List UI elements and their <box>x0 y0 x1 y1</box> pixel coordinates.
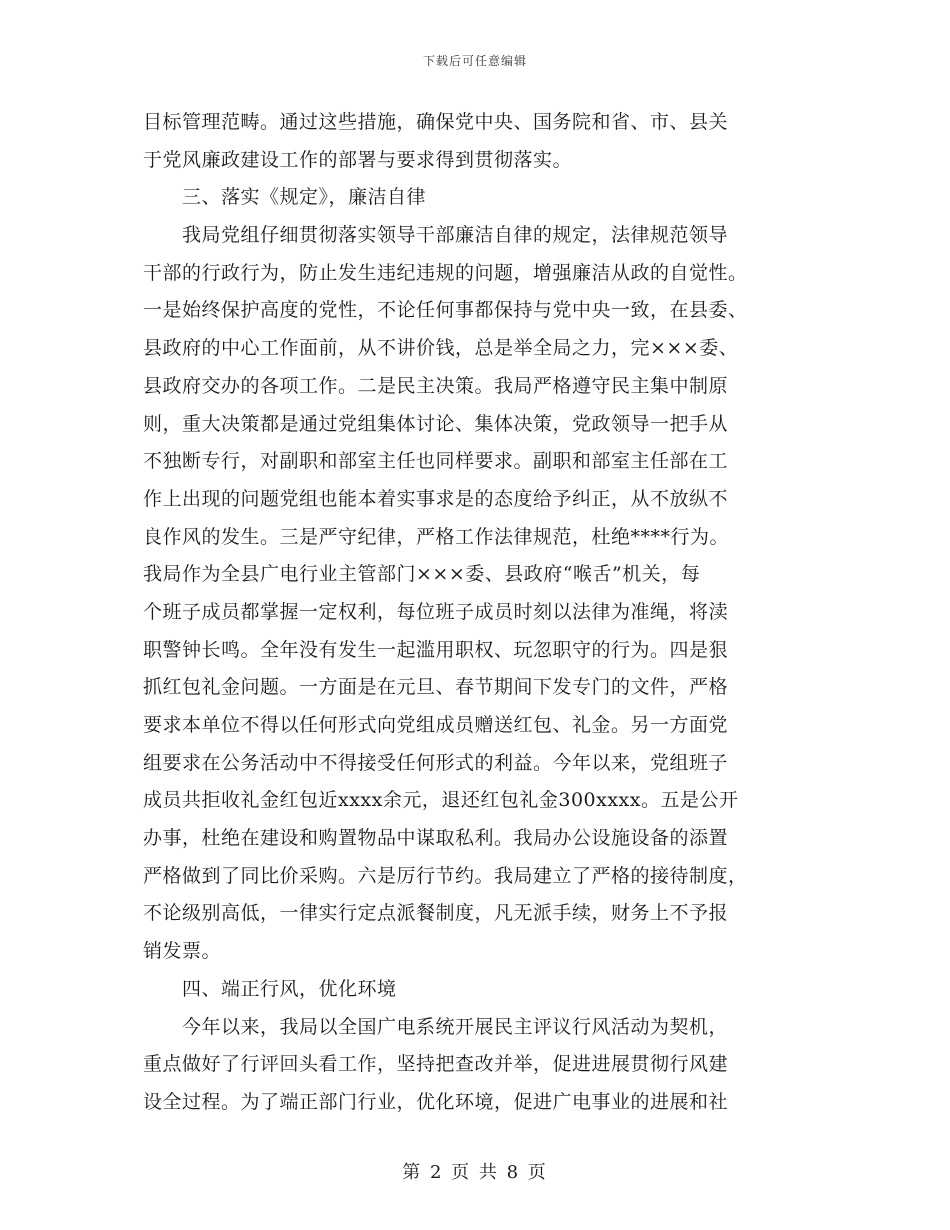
text-line: 今年以来，我局以全国广电系统开展民主评议行风活动为契机， <box>143 1015 729 1038</box>
text-line: 办事，杜绝在建设和购置物品中谋取私利。我局办公设施设备的添置 <box>143 827 729 850</box>
text-line: 于党风廉政建设工作的部署与要求得到贯彻落实。 <box>143 148 573 171</box>
text-line: 县政府交办的各项工作。二是民主决策。我局严格遵守民主集中制原 <box>143 374 729 397</box>
text-line: 个班子成员都掌握一定权利，每位班子成员时刻以法律为准绳，将渎 <box>143 600 729 623</box>
text-line: 一是始终保护高度的党性，不论任何事都保持与党中央一致，在县委、 <box>143 299 748 322</box>
text-line: 职警钟长鸣。全年没有发生一起滥用职权、玩忽职守的行为。四是狠 <box>143 638 729 661</box>
text-line: 作上出现的问题党组也能本着实事求是的态度给予纠正，从不放纵不 <box>143 487 729 510</box>
text-line: 目标管理范畴。通过这些措施，确保党中央、国务院和省、市、县关 <box>143 111 729 133</box>
text-line: 成员共拒收礼金红包近xxxx余元，退还红包礼金300xxxx。五是公开 <box>143 789 739 812</box>
text-line: 销发票。 <box>143 940 222 963</box>
page-header: 下载后可任意编辑 <box>422 54 527 68</box>
text-line: 我局党组仔细贯彻落实领导干部廉洁自律的规定，法律规范领导 <box>143 224 729 247</box>
page-number-footer: 第 2 页 共 8 页 <box>402 1162 548 1183</box>
text-line: 不独断专行，对副职和部室主任也同样要求。副职和部室主任部在工 <box>143 450 729 473</box>
text-line: 干部的行政行为，防止发生违纪违规的问题，增强廉洁从政的自觉性。 <box>143 261 748 284</box>
text-line: 则，重大决策都是通过党组集体讨论、集体决策，党政领导一把手从 <box>143 412 729 435</box>
text-line: 严格做到了同比价采购。六是厉行节约。我局建立了严格的接待制度， <box>143 864 748 887</box>
text-line: 良作风的发生。三是严守纪律，严格工作法律规范，杜绝****行为。 <box>143 525 730 548</box>
text-line: 设全过程。为了端正部门行业，优化环境，促进广电事业的进展和社 <box>143 1090 729 1113</box>
text-line: 组要求在公务活动中不得接受任何形式的利益。今年以来，党组班子 <box>143 751 729 774</box>
text-line: 我局作为全县广电行业主管部门×××委、县政府“喉舌”机关，每 <box>143 563 701 586</box>
text-line: 要求本单位不得以任何形式向党组成员赠送红包、礼金。另一方面党 <box>143 714 729 736</box>
section-heading: 四、端正行风，优化环境 <box>143 977 397 1000</box>
document-body <box>143 104 803 1122</box>
text-line: 县政府的中心工作面前，从不讲价钱，总是举全局之力，完×××委、 <box>143 337 739 360</box>
text-line: 抓红包礼金问题。一方面是在元旦、春节期间下发专门的文件，严格 <box>143 676 729 699</box>
text-line: 重点做好了行评回头看工作，坚持把查改并举，促进进展贯彻行风建 <box>143 1053 729 1076</box>
section-heading: 三、落实《规定》，廉洁自律 <box>143 186 427 209</box>
text-line: 不论级别高低，一律实行定点派餐制度，凡无派手续，财务上不予报 <box>143 902 729 925</box>
